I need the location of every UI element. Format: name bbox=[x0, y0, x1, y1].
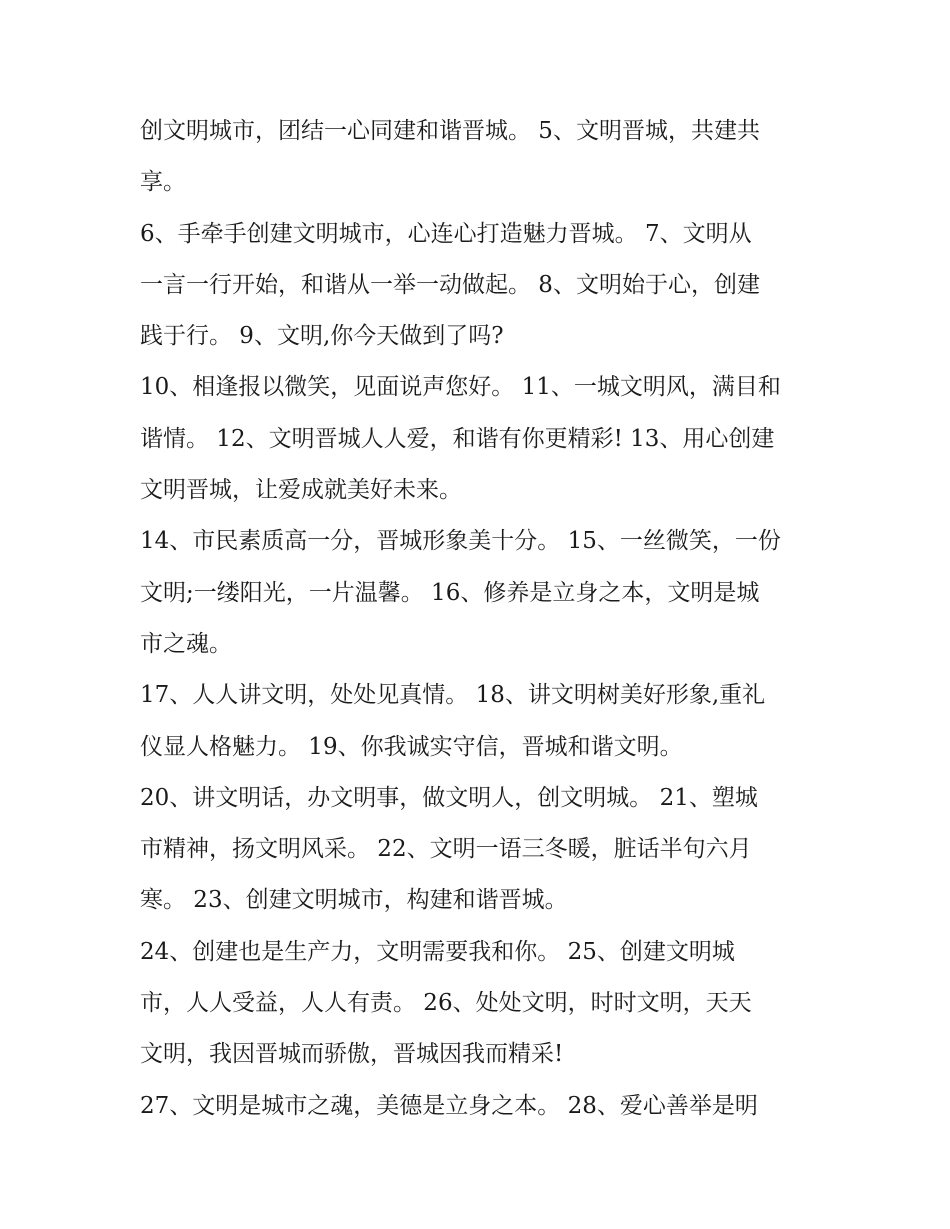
text-line: 一言一行开始，和谐从一举一动做起。 8、文明始于心，创建 bbox=[140, 271, 760, 298]
text-line: 27、文明是城市之魂，美德是立身之本。 28、爱心善举是明 bbox=[140, 1092, 758, 1119]
text-line: 10、相逢报以微笑，见面说声您好。 11、一城文明风，满目和 bbox=[140, 374, 781, 401]
text-line: 6、手牵手创建文明城市，心连心打造魅力晋城。 7、文明从 bbox=[140, 220, 752, 247]
text-line: 寒。 23、创建文明城市，构建和谐晋城。 bbox=[140, 887, 568, 914]
text-line: 文明，我因晋城而骄傲，晋城因我而精采! bbox=[140, 1041, 564, 1068]
text-line: 17、人人讲文明，处处见真情。 18、讲文明树美好形象,重礼 bbox=[140, 682, 766, 709]
text-line: 14、市民素质高一分，晋城形象美十分。 15、一丝微笑，一份 bbox=[140, 528, 781, 555]
text-line: 20、讲文明话，办文明事，做文明人，创文明城。 21、塑城 bbox=[140, 784, 758, 811]
text-line: 市，人人受益，人人有责。 26、处处文明，时时文明，天天 bbox=[140, 990, 752, 1017]
text-line: 24、创建也是生产力，文明需要我和你。 25、创建文明城 bbox=[140, 938, 735, 965]
text-line: 谐情。 12、文明晋城人人爱，和谐有你更精彩! 13、用心创建 bbox=[140, 425, 775, 452]
text-line: 仪显人格魅力。 19、你我诚实守信，晋城和谐文明。 bbox=[140, 733, 683, 760]
text-line: 文明;一缕阳光，一片温馨。 16、修养是立身之本，文明是城 bbox=[140, 579, 760, 606]
slogan-text-block bbox=[140, 106, 820, 1132]
text-line: 市之魂。 bbox=[140, 630, 232, 657]
text-line: 享。 bbox=[140, 169, 186, 196]
text-line: 践于行。 9、文明,你今天做到了吗? bbox=[140, 323, 504, 350]
text-line: 市精神，扬文明风采。 22、文明一语三冬暖，脏话半句六月 bbox=[140, 836, 752, 863]
text-line: 创文明城市，团结一心同建和谐晋城。 5、文明晋城，共建共 bbox=[140, 118, 760, 144]
text-line: 文明晋城，让爱成就美好未来。 bbox=[140, 477, 462, 504]
